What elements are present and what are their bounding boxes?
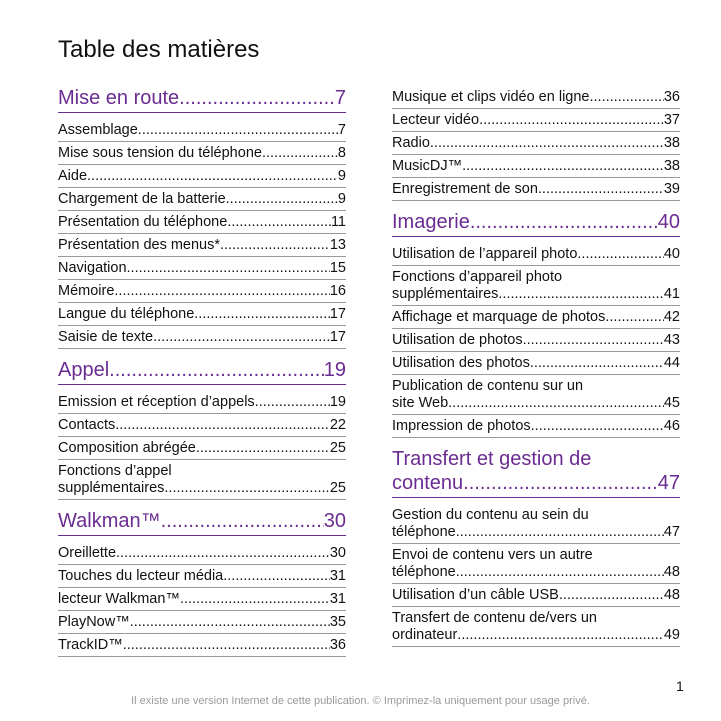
section-page-number: 7 <box>334 87 346 109</box>
dot-leader <box>479 112 664 129</box>
toc-entry-label: Lecteur vidéo <box>392 112 480 128</box>
dot-leader <box>220 237 330 254</box>
toc-entry-row <box>58 237 346 254</box>
toc-entry[interactable] <box>58 391 346 414</box>
toc-entry-page: 47 <box>663 524 680 540</box>
toc-entry[interactable] <box>392 607 680 647</box>
toc-entry-row <box>392 564 680 581</box>
toc-entry-page: 17 <box>329 329 346 345</box>
dot-leader <box>116 545 330 562</box>
dot-leader <box>123 637 330 654</box>
toc-entry-label: supplémentaires <box>58 480 165 496</box>
toc-entry-label: Langue du téléphone <box>58 306 195 322</box>
toc-entry-label: Chargement de la batterie <box>58 191 226 207</box>
toc-section <box>392 447 680 647</box>
toc-entry-row <box>58 329 346 346</box>
toc-entry-label: site Web <box>392 395 449 411</box>
toc-entry-label: Présentation du téléphone <box>58 214 228 230</box>
toc-entry-label: Mise sous tension du téléphone <box>58 145 262 161</box>
toc-entry-label: Assemblage <box>58 122 138 138</box>
toc-entry-row <box>58 260 346 277</box>
toc-entry-label: TrackID™ <box>58 637 123 653</box>
section-heading-line: Transfert et gestion de <box>392 448 592 470</box>
dot-leader <box>179 86 335 110</box>
toc-entry[interactable] <box>58 414 346 437</box>
toc-entry-row <box>58 568 346 585</box>
toc-entry[interactable] <box>58 542 346 565</box>
toc-column-left <box>58 86 346 666</box>
toc-entry-label: Utilisation des photos <box>392 355 530 371</box>
toc-entry-row <box>392 418 680 435</box>
toc-entry[interactable] <box>58 460 346 500</box>
toc-entry[interactable] <box>392 86 680 109</box>
section-page-number: 19 <box>323 359 346 381</box>
toc-entry-row <box>58 168 346 185</box>
page-number: 1 <box>676 678 684 694</box>
section-heading[interactable] <box>58 358 346 385</box>
dot-leader <box>227 214 331 231</box>
toc-entry-label: Emission et réception d’appels <box>58 394 255 410</box>
toc-entry-page: 36 <box>663 89 680 105</box>
toc-entry-row <box>58 214 346 231</box>
toc-entry-label: Musique et clips vidéo en ligne <box>392 89 590 105</box>
toc-entry-page: 8 <box>337 145 346 161</box>
section-heading-label: Walkman™ <box>58 510 161 532</box>
dot-leader <box>448 395 664 412</box>
dot-leader <box>538 181 664 198</box>
toc-entry-row <box>58 191 346 208</box>
toc-entry[interactable] <box>392 109 680 132</box>
section-heading-label: contenu <box>392 472 464 494</box>
toc-entry-label: Utilisation de l’appareil photo <box>392 246 578 262</box>
dot-leader <box>196 440 330 457</box>
toc-entry[interactable] <box>58 565 346 588</box>
toc-entry-row <box>392 332 680 349</box>
section-page-number: 47 <box>657 472 680 494</box>
toc-section <box>58 509 346 657</box>
toc-entry[interactable] <box>392 584 680 607</box>
toc-entry-page: 48 <box>663 564 680 580</box>
toc-entry-page: 9 <box>337 168 346 184</box>
toc-entry-page: 15 <box>329 260 346 276</box>
toc-entry-row <box>392 355 680 372</box>
toc-entry-label: Présentation des menus* <box>58 237 221 253</box>
toc-entry-label: téléphone <box>392 564 456 580</box>
dot-leader <box>605 309 664 326</box>
section-heading[interactable] <box>58 86 346 113</box>
toc-entry-label: Contacts <box>58 417 116 433</box>
dot-leader <box>226 191 338 208</box>
toc-entry-page: 49 <box>663 627 680 643</box>
toc-entry-line: Fonctions d’appel <box>58 463 172 479</box>
toc-entry-page: 13 <box>329 237 346 253</box>
toc-entry-row <box>58 122 346 139</box>
dot-leader <box>114 283 329 300</box>
toc-entry-page: 44 <box>663 355 680 371</box>
dot-leader <box>463 471 658 495</box>
toc-entry-page: 35 <box>329 614 346 630</box>
toc-entry[interactable] <box>58 588 346 611</box>
dot-leader <box>470 210 658 234</box>
toc-entry[interactable] <box>58 257 346 280</box>
toc-entry-label: téléphone <box>392 524 456 540</box>
dot-leader <box>115 417 330 434</box>
toc-entry-page: 31 <box>329 591 346 607</box>
section-heading-label: Imagerie <box>392 211 470 233</box>
toc-entry-page: 43 <box>663 332 680 348</box>
dot-leader <box>456 564 664 581</box>
toc-section <box>392 86 680 201</box>
toc-entry[interactable] <box>392 243 680 266</box>
toc-entry[interactable] <box>58 142 346 165</box>
toc-entry-page: 48 <box>663 587 680 603</box>
toc-entry-label: lecteur Walkman™ <box>58 591 180 607</box>
toc-entry-row <box>392 181 680 198</box>
section-heading-label: Appel <box>58 359 110 381</box>
toc-entry-page: 9 <box>337 191 346 207</box>
dot-leader <box>138 122 338 139</box>
dot-leader <box>109 358 324 382</box>
toc-entry-page: 41 <box>663 286 680 302</box>
section-page-number: 40 <box>657 211 680 233</box>
dot-leader <box>127 260 330 277</box>
toc-entry[interactable] <box>58 234 346 257</box>
toc-entry[interactable] <box>392 266 680 306</box>
toc-entry[interactable] <box>58 280 346 303</box>
section-heading[interactable] <box>392 210 680 237</box>
toc-entry-row <box>392 309 680 326</box>
dot-leader <box>531 418 664 435</box>
dot-leader <box>194 306 330 323</box>
dot-leader <box>164 480 329 497</box>
dot-leader <box>523 332 664 349</box>
toc-entry[interactable] <box>392 329 680 352</box>
section-heading[interactable] <box>392 447 680 498</box>
toc-entry[interactable] <box>392 132 680 155</box>
toc-entry-row <box>392 627 680 644</box>
toc-entry-page: 38 <box>663 135 680 151</box>
dot-leader <box>262 145 338 162</box>
dot-leader <box>161 509 324 533</box>
toc-entry-row <box>58 145 346 162</box>
toc-entry-label: Utilisation de photos <box>392 332 523 348</box>
toc-entry-row <box>58 591 346 608</box>
section-heading[interactable] <box>58 509 346 536</box>
toc-entry-page: 22 <box>329 417 346 433</box>
dot-leader <box>456 524 664 541</box>
toc-entry[interactable] <box>58 119 346 142</box>
toc-entry-row <box>58 480 346 497</box>
toc-entry-page: 38 <box>663 158 680 174</box>
toc-entry[interactable] <box>58 437 346 460</box>
toc-entry-label: Aide <box>58 168 88 184</box>
toc-entry-label: MusicDJ™ <box>392 158 463 174</box>
toc-entry-row <box>58 545 346 562</box>
toc-entry-label: PlayNow™ <box>58 614 130 630</box>
toc-entry-label: Enregistrement de son <box>392 181 538 197</box>
toc-entry-row <box>58 440 346 457</box>
dot-leader <box>87 168 338 185</box>
toc-entry[interactable] <box>392 155 680 178</box>
toc-entry[interactable] <box>392 352 680 375</box>
dot-leader <box>457 627 664 644</box>
toc-entry-row <box>392 89 680 106</box>
toc-entry-page: 46 <box>663 418 680 434</box>
toc-entry[interactable] <box>392 415 680 438</box>
toc-entry-row <box>58 283 346 300</box>
dot-leader <box>430 135 664 152</box>
dot-leader <box>223 568 330 585</box>
toc-entry-page: 19 <box>329 394 346 410</box>
toc-entry-page: 36 <box>329 637 346 653</box>
toc-entry-row <box>392 135 680 152</box>
toc-entry[interactable] <box>58 165 346 188</box>
dot-leader <box>462 158 664 175</box>
toc-entry-page: 40 <box>663 246 680 262</box>
toc-entry-label: Composition abrégée <box>58 440 196 456</box>
toc-entry-page: 16 <box>329 283 346 299</box>
toc-entry-label: Saisie de texte <box>58 329 154 345</box>
section-heading-label: Mise en route <box>58 87 180 109</box>
toc-entry-row <box>58 417 346 434</box>
footer-note: Il existe une version Internet de cette publication. © Imprimez-la uniquement pour usage privé. <box>131 695 590 707</box>
dot-leader <box>153 329 330 346</box>
dot-leader <box>180 591 330 608</box>
toc-entry-label: Impression de photos <box>392 418 531 434</box>
toc-entry-row <box>58 394 346 411</box>
toc-entry-line: Publication de contenu sur un <box>392 378 584 394</box>
toc-entry-page: 30 <box>329 545 346 561</box>
toc-entry-page: 11 <box>330 214 346 230</box>
toc-entry-label: Affichage et marquage de photos <box>392 309 606 325</box>
dot-leader <box>559 587 664 604</box>
toc-entry-row <box>58 306 346 323</box>
toc-section <box>58 358 346 500</box>
toc-entry-page: 17 <box>329 306 346 322</box>
toc-entry-label: Navigation <box>58 260 127 276</box>
toc-section <box>392 210 680 438</box>
toc-entry-row <box>392 395 680 412</box>
dot-leader <box>255 394 330 411</box>
dot-leader <box>577 246 663 263</box>
toc-entry[interactable] <box>58 634 346 657</box>
toc-entry-page: 31 <box>329 568 346 584</box>
toc-entry-line: Gestion du contenu au sein du <box>392 507 589 523</box>
toc-entry-label: Utilisation d’un câble USB <box>392 587 559 603</box>
toc-entry-row <box>58 637 346 654</box>
toc-entry[interactable] <box>392 306 680 329</box>
section-heading-row <box>392 471 680 495</box>
toc-entry-label: Oreillette <box>58 545 117 561</box>
dot-leader <box>498 286 663 303</box>
dot-leader <box>130 614 330 631</box>
toc-entry-row <box>58 614 346 631</box>
page-title: Table des matières <box>58 36 260 63</box>
toc-entry-page: 25 <box>329 480 346 496</box>
toc-entry[interactable] <box>392 504 680 544</box>
toc-entry[interactable] <box>58 303 346 326</box>
toc-entry-row <box>392 158 680 175</box>
toc-entry-label: Radio <box>392 135 430 151</box>
toc-entry[interactable] <box>58 211 346 234</box>
dot-leader <box>530 355 664 372</box>
toc-entry-label: ordinateur <box>392 627 458 643</box>
dot-leader <box>589 89 663 106</box>
toc-entry-row <box>392 246 680 263</box>
toc-entry-row <box>392 286 680 303</box>
toc-entry-row <box>392 587 680 604</box>
toc-section <box>58 86 346 349</box>
toc-entry-page: 25 <box>329 440 346 456</box>
toc-entry-page: 42 <box>663 309 680 325</box>
toc-entry[interactable] <box>58 326 346 349</box>
toc-entry-line: Envoi de contenu vers un autre <box>392 547 593 563</box>
toc-column-right <box>392 86 680 656</box>
toc-entry[interactable] <box>392 375 680 415</box>
toc-entry-row <box>392 524 680 541</box>
toc-entry-line: Fonctions d’appareil photo <box>392 269 563 285</box>
toc-entry-label: Mémoire <box>58 283 115 299</box>
toc-entry-page: 37 <box>663 112 680 128</box>
toc-entry-page: 45 <box>663 395 680 411</box>
toc-entry-label: Touches du lecteur média <box>58 568 224 584</box>
toc-entry[interactable] <box>58 611 346 634</box>
toc-entry-line: Transfert de contenu de/vers un <box>392 610 597 626</box>
toc-entry[interactable] <box>392 178 680 201</box>
toc-entry[interactable] <box>58 188 346 211</box>
section-page-number: 30 <box>323 510 346 532</box>
toc-entry-label: supplémentaires <box>392 286 499 302</box>
toc-entry[interactable] <box>392 544 680 584</box>
toc-entry-page: 39 <box>663 181 680 197</box>
toc-entry-page: 7 <box>337 122 346 138</box>
toc-entry-row <box>392 112 680 129</box>
